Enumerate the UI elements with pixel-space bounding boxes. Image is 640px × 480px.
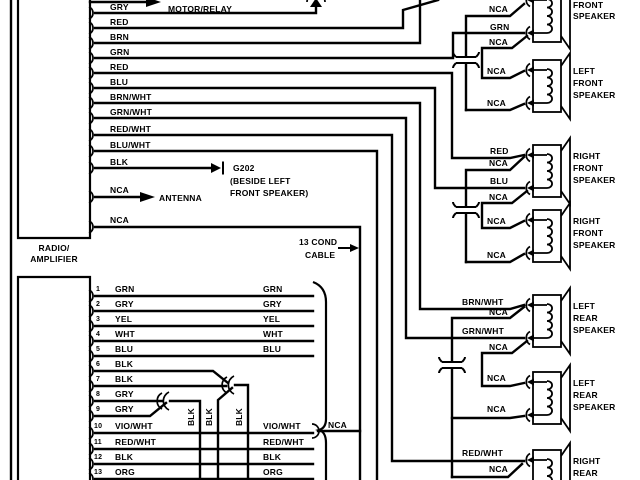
speaker4-label: SPEAKER (573, 240, 616, 250)
speaker4-label: RIGHT (573, 216, 601, 226)
pin-number: 8 (96, 391, 101, 398)
pair2-wire-label: BLU (490, 176, 509, 186)
pin-number: 5 (96, 346, 101, 353)
speaker5-label: LEFT (573, 301, 596, 311)
pin-number: 10 (94, 423, 103, 430)
pair1-wire-label: NCA (489, 37, 509, 47)
pair2-wire-label: NCA (489, 158, 509, 168)
pin-number: 7 (96, 376, 101, 383)
pair3-wire-label: NCA (487, 404, 507, 414)
speaker2-label: FRONT (573, 78, 604, 88)
pin-color-right: YEL (263, 314, 281, 324)
speaker4-label: FRONT (573, 228, 604, 238)
pin-color-right: GRN (263, 284, 283, 294)
pin-color: GRY (115, 389, 134, 399)
right-front-speaker-icon-1 (526, 138, 570, 204)
cable-note-line2: CABLE (305, 250, 336, 260)
pin-color: BLK (115, 359, 134, 369)
pair1-wire-label: NCA (489, 4, 509, 14)
speaker5-label: SPEAKER (573, 325, 616, 335)
blk-vertical-label: BLK (186, 407, 196, 427)
pair3-wire-label: NCA (489, 342, 509, 352)
wire-label-blu: BLU (110, 77, 129, 87)
speaker3-label: RIGHT (573, 151, 601, 161)
wire-label-red2: RED (110, 62, 129, 72)
pair1-wire-label: GRN (490, 22, 510, 32)
pair2-wire-label: NCA (487, 250, 507, 260)
blk-vertical-label: BLK (204, 407, 214, 427)
pin-number: 6 (96, 361, 101, 368)
pair4-wire-label: NCA (489, 464, 509, 474)
pair3-wire-label: GRN/WHT (462, 326, 505, 336)
pin-number: 13 (94, 469, 103, 476)
speaker3-label: FRONT (573, 163, 604, 173)
speaker3-label: SPEAKER (573, 175, 616, 185)
pin-number: 1 (96, 286, 101, 293)
amp-wire-grnwht (95, 107, 524, 338)
pin-color-right: RED/WHT (263, 437, 305, 447)
pair2-wire-label: NCA (487, 216, 507, 226)
amp-wire-grn (95, 33, 524, 58)
pin-number: 12 (94, 454, 103, 461)
pin-color: WHT (115, 329, 135, 339)
pin-color: BLU (115, 344, 134, 354)
wire-label-nca-cable: NCA (110, 215, 130, 225)
right-front-speaker-icon-2 (526, 203, 570, 269)
pair1-wire-label: NCA (487, 98, 507, 108)
left-rear-speaker-icon-2 (526, 365, 570, 431)
pair4-wire-label: RED/WHT (462, 448, 504, 458)
pin-color: RED/WHT (115, 437, 157, 447)
pair2-wire-label: NCA (489, 192, 509, 202)
left-rear-speaker-icon-1 (526, 288, 570, 354)
wire-label-nca-ant: NCA (110, 185, 130, 195)
pair3-wire-label: NCA (487, 373, 507, 383)
cable-note (299, 237, 359, 260)
wire-label-red: RED (110, 17, 129, 27)
pin-number: 4 (96, 331, 101, 338)
pair1-wire-label: NCA (487, 66, 507, 76)
pin-number: 9 (96, 406, 101, 413)
pin-color: GRY (115, 299, 134, 309)
radio-amplifier-label-2: AMPLIFIER (30, 254, 78, 264)
pin-number: 11 (94, 439, 102, 446)
speaker6-label: LEFT (573, 378, 596, 388)
pin-color-right: BLK (263, 452, 282, 462)
ground-id: G202 (233, 163, 255, 173)
pin-color: VIO/WHT (115, 421, 153, 431)
left-front-speaker-icon (526, 53, 570, 119)
wire-label-redwht: RED/WHT (110, 124, 152, 134)
front-speaker-icon-1 (526, 0, 570, 49)
ground-arrow-icon (211, 163, 221, 173)
ground-note-2: FRONT SPEAKER) (230, 188, 309, 198)
wire-label-bluwht: BLU/WHT (110, 140, 151, 150)
speaker2-label: LEFT (573, 66, 596, 76)
amp-wire-nca-antenna (95, 185, 202, 203)
cable-bracket (312, 282, 360, 480)
blk-vertical-label: BLK (234, 407, 244, 427)
inline-connector-arrow-icon (310, 0, 322, 7)
pair3-wire-label: BRN/WHT (462, 297, 504, 307)
wire-label-grnwht: GRN/WHT (110, 107, 153, 117)
speaker7-label: RIGHT (573, 456, 601, 466)
pin-color: GRN (115, 284, 135, 294)
amp-wire-blu (95, 77, 524, 188)
pin-number: 3 (96, 316, 101, 323)
cable-arrow-icon (350, 244, 359, 252)
ground-note-1: (BESIDE LEFT (230, 176, 291, 186)
speaker2-label: SPEAKER (573, 90, 616, 100)
pin-color-right: ORG (263, 467, 283, 477)
pin-color-right: GRY (263, 299, 282, 309)
right-rear-speaker-icon (526, 443, 570, 480)
pair3-wire-label: NCA (489, 307, 509, 317)
amp-wire-red2 (95, 62, 524, 158)
antenna-label: ANTENNA (159, 193, 202, 203)
pin-color: GRY (115, 404, 134, 414)
speaker6-label: SPEAKER (573, 402, 616, 412)
wire-label-blk: BLK (110, 157, 129, 167)
bracket-nca-label: NCA (328, 420, 348, 430)
pin-color-right: VIO/WHT (263, 421, 301, 431)
wire-label-grn: GRN (110, 47, 130, 57)
pin-color-right: WHT (263, 329, 283, 339)
pin-color: YEL (115, 314, 133, 324)
speaker5-label: REAR (573, 313, 598, 323)
pin-color-right: BLU (263, 344, 282, 354)
speaker6-label: REAR (573, 390, 598, 400)
pair4-wiring (452, 448, 522, 477)
pin-color: ORG (115, 467, 135, 477)
wire-label-gry: GRY (110, 2, 129, 12)
radio-amplifier-box (18, 0, 90, 238)
amp-wire-brn (95, 0, 420, 43)
amp-wire-redwht (95, 124, 524, 461)
pair2-wire-label: RED (490, 146, 509, 156)
speaker-labels (573, 0, 616, 480)
pair2-wiring (453, 146, 527, 262)
pin-color: BLK (115, 374, 134, 384)
pair1-wiring (453, 4, 527, 110)
pin-number: 2 (96, 301, 101, 308)
radio-amplifier-label-1: RADIO/ (38, 243, 70, 253)
speaker1-label: SPEAKER (573, 11, 616, 21)
speaker7-label: REAR (573, 468, 598, 478)
pin-color: BLK (115, 452, 134, 462)
motor-relay-arrow-icon (146, 0, 161, 7)
motor-relay-label: MOTOR/RELAY (168, 4, 233, 14)
wire-label-brn: BRN (110, 32, 130, 42)
wire-label-brnwht: BRN/WHT (110, 92, 152, 102)
connector-box (18, 277, 90, 480)
antenna-arrow-icon (140, 192, 155, 202)
speaker1-label: FRONT (573, 0, 604, 10)
cable-note-line1: 13 COND (299, 237, 338, 247)
